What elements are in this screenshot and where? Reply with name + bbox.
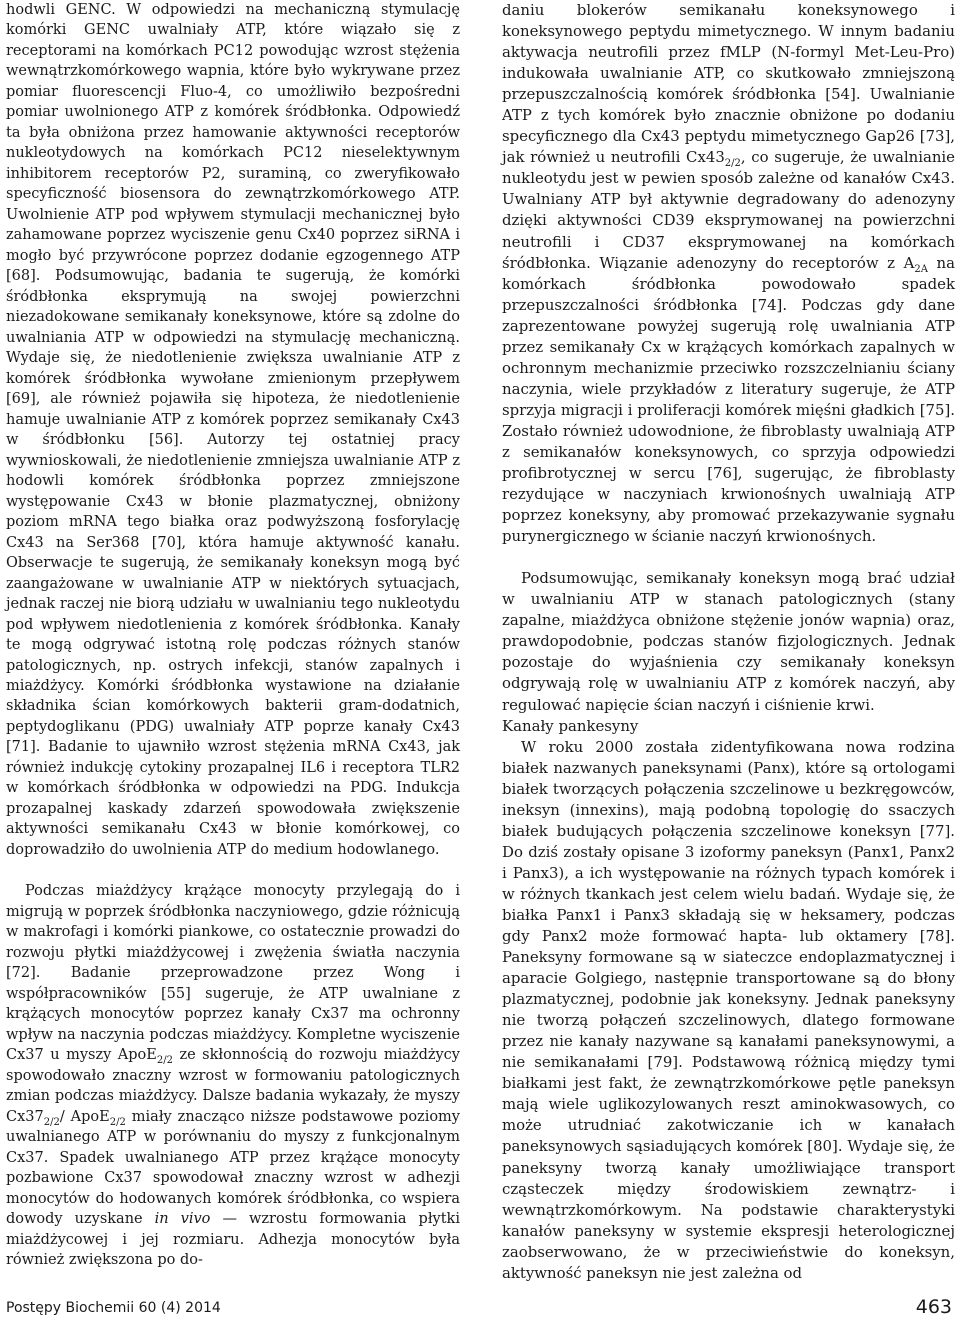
- paragraph-pannexins-intro: W roku 2000 została zidentyfikowana nowa rodzina białek nazwanych paneksynami (Panx), które są ortologami białek tworzących połączenia szczelinowe u bezkręgowców, ineksyn (innexins), mają podobną topologię do ssaczych białek budujących połączenia szczelinowe koneksyn [77]. Do dziś zostały opisane 3 izoformy paneksyn (Panx1, Panx2 i Panx3), a ich występowanie na różnych typach komórek i w różnych tkankach jest celem wielu badań. Wydaje się, że białka Panx1 i Panx3 składają się w heksamery, podczas gdy Panx2 może formować hapta- lub oktamery [78]. Paneksyny formowane są w siateczce endoplazmatycznej i aparacie Golgiego, następnie transportowane są do błony plazmatycznej, podobnie jak koneksyny. Jednak paneksyny nie tworzą połączeń szczelinowych, dlatego formowane przez nie kanały nazywane są kanałami paneksynowymi, a nie semikanałami [79]. Podstawową różnicą między tymi białkami jest fakt, że zewnątrzkomórkowe pętle paneksyn mają wiele uglikozylowanych reszt aminokwasowych, co może utrudniać zakotwiczanie ich w kanałach paneksynowych sąsiadujących komórek [80]. Wydaje się, że paneksyny tworzą kanały umożliwiające transport cząsteczek między środowiskiem zewnątrz- i wewnątrzkomórkowym. Na podstawie charakterystyki kanałów paneksyny w systemie ekspresji heterologicznej zaobserwowano, że w przeciwieństwie do koneksyn, aktywność paneksyn nie jest zależna od: [502, 737, 955, 1282]
- section-heading-pannexin-channels: Kanały pankesyny: [502, 716, 639, 735]
- paragraph-gap-junction-atp-release: hodwli GENC. W odpowiedzi na mechaniczną stymulację komórki GENC uwalniały ATP, które wiązało się z receptorami na komórkach PC12 powodując wzrost stężenia wewnątrzkomórkowego wapnia, które było wykrywane przez pomiar fluorescencji Fluo-4, co umożliwiło bezpośredni pomiar uwolnionego ATP z komórek śródbłonka. Odpowiedź ta była obniżona przez hamowanie aktywności receptorów nukleotydowych na komórkach PC12 nieselektywnym inhibitorem receptorów P2, suraminą, co zweryfikowało specyficzność biosensora do zewnątrzkomórkowego ATP. Uwolnienie ATP pod wpływem stymulacji mechanicznej było zahamowane poprzez wyciszenie genu Cx40 poprzez siRNA i mogło być przywrócone poprzez dodanie egzogennego ATP [68]. Podsumowując, badania te sugerują, że komórki śródbłonka eksprymują na swojej powierzchni niezadokowane semikanały koneksynowe, które są zdolne do uwalniania ATP w odpowiedzi na stymulację mechaniczną. Wydaje się, że niedotlenienie zwiększa uwalnianie ATP z komórek śródbłonka wywołane zmienionym przepływem [69], ale również pojawiła się hipoteza, że niedotlenienie hamuje uwalnianie ATP z komórek poprzez semikanały Cx43 w śródbłonku [56]. Autorzy tej ostatniej pracy wywnioskowali, że niedotlenienie zmniejsza uwalnianie ATP z hodowli komórek śródbłonka poprzez zmniejszone występowanie Cx43 w błonie plazmatycznej, obniżony poziom mRNA tego białka oraz podwyższoną fosforylację Cx43 na Ser368 [70], która hamuje aktywność kanału. Obserwacje te sugerują, że semikanały koneksyn mogą być zaangażowane w uwalnianie ATP w niektórych sytuacjach, jednak raczej nie biorą udziału w uwalnianiu tego nukleotydu pod wpływem niedotlenienia z komórek śródbłonka. Kanały te mogą odgrywać istotną rolę podczas różnych stanów patologicznych, np. ostrych infekcji, stanów zapalnych i miażdżycy. Komórki śródbłonka wystawione na działanie składnika ścian komórkowych bakterii gram-dodatnich, peptydoglikanu (PDG) uwalniały ATP poprze kanały Cx43 [71]. Badanie to ujawniło wzrost stężenia mRNA Cx43, jak również indukcję cytokiny prozapalnej IL6 i receptora TLR2 w komórkach śródbłonka w odpowiedzi na PDG. Indukcja prozapalnej kaskady zdarzeń spowodowała zwiększenie aktywności semikanału Cx43 w błonie komórkowej, co doprowadziło do uwolnienia ATP do medium hodowlanego.: [6, 2, 460, 858]
- page-number: 463: [915, 1296, 952, 1318]
- left-text-column: [6, 0, 460, 1271]
- right-text-column: [502, 0, 955, 1284]
- paragraph-neutrophils-cx43: daniu blokerów semikanału koneksynowego i koneksynowego peptydu mimetycznego. W innym badaniu aktywacja neutrofili przez fMLP (N-formyl Met-Leu-Pro) indukowała uwalnianie ATP, co skutkowało zmniejszoną przepuszczalnością komórek śródbłonka [54]. Uwalnianie ATP z tych komórek było znacznie obniżone po dodaniu specyficznego dla Cx43 peptydu mimetycznego Gap26 [73], jak również u neutrofili $Cx43_{2/2}$, co sugeruje, że uwalnianie nukleotydu jest w pewien sposób zależne od kanałów Cx43. Uwalniany ATP był aktywnie degradowany do adenozyny dzięki aktywności CD39 eksprymowanej na powierzchni neutrofili i CD37 eksprymowanej na komórkach śródbłonka. Wiązanie adenozyny do receptorów z $A_{2A}$ na komórkach śródbłonka powodowało spadek przepuszczalności śródbłonka [74]. Podczas gdy dane zaprezentowane powyżej sugerują rolę uwalniania ATP przez semikanały Cx w krążących komórkach zapalnych w ochronnym mechanizmie przeciwko rozszczelnianiu ściany naczynia, wiele przykładów z literatury sugeruje, że ATP sprzyja migracji i proliferacji komórek mięśni gładkich [75]. Zostało również udowodnione, że fibroblasty uwalniają ATP z semikanałów koneksynowych, co sprzyja odpowiedzi profibrotycznej w sercu [76], sugerując, że fibroblasty rezydujące w naczyniach krwionośnych uwalniają ATP poprzez koneksyny, aby promować przekazywanie sygnału purynergicznego w ścianie naczyń krwionośnych.: [502, 1, 955, 546]
- paragraph-atherosclerosis-monocytes: Podczas miażdżycy krążące monocyty przylegają do i migrują w poprzek śródbłonka naczyniowego, gdzie różnicują w makrofagi i komórki piankowe, co ostatecznie prowadzi do rozwoju płytki miażdżycowej i zwężenia światła naczynia [72]. Badanie przeprowadzone przez Wong i współpracowników [55] sugeruje, że ATP uwalniane z krążących monocytów poprzez kanały Cx37 ma ochronny wpływ na naczynia podczas miażdżycy. Kompletne wyciszenie Cx37 u myszy ApoE$_{2/2}$ ze skłonnością do rozwoju miażdżycy spowodowało znaczny wzrost w formowaniu patologicznych zmian podczas miażdżycy. Dalsze badania wykazały, że myszy $Cx37_{2/2}/$ ApoE$_{2/2}$ miały znacząco niższe podstawowe poziomy uwalnianego ATP w porównaniu do myszy z funkcjonalnym Cx37. Spadek uwalnianego ATP przez krążące monocyty pozbawione Cx37 spowodował znaczny wzrost w adhezji monocytów do hodowanych komórek śródbłonka, co wspiera dowody uzyskane in vivo — wzrostu formowania płytki miażdżycowej i jej rozmiaru. Adhezja monocytów była również zwiększona po do-: [6, 883, 461, 1269]
- journal-footer: Postępy Biochemii 60 (4) 2014: [6, 1300, 221, 1316]
- paragraph-summary: Podsumowując, semikanały koneksyn mogą brać udział w uwalnianiu ATP w stanach patologicznych (stany zapalne, miażdżyca obniżone stężenie jonów wapnia) oraz, prawdopodobnie, podczas stanów fizjologicznych. Jednak pozostaje do wyjaśnienia czy semikanały koneksyn odgrywają rolę w uwalnianiu ATP z komórek naczyń, aby regulować napięcie ścian naczyń i ciśnienie krwi.: [502, 569, 955, 714]
